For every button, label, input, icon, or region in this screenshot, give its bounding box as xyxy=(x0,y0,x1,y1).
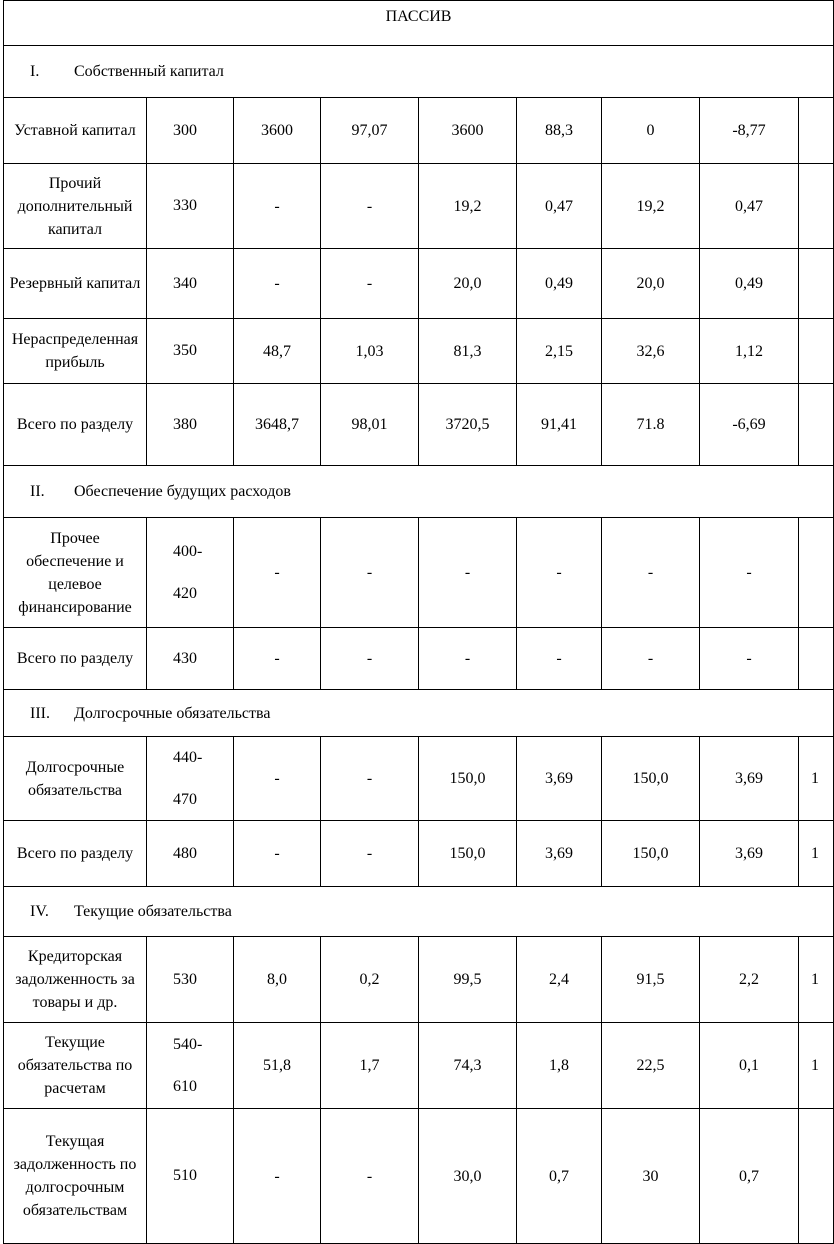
value-cell: - xyxy=(321,821,419,887)
clipped-value-cell xyxy=(799,384,834,466)
section-title: Текущие обязательства xyxy=(74,903,232,920)
section-row xyxy=(4,466,834,518)
row-code xyxy=(147,98,234,164)
row-code-part: 470 xyxy=(173,790,197,808)
value-cell: 0,47 xyxy=(517,164,602,249)
clipped-value-cell xyxy=(799,628,834,690)
section-heading xyxy=(4,690,834,737)
row-code xyxy=(147,384,234,466)
table-row xyxy=(4,319,834,384)
value-cell: 0 xyxy=(602,98,700,164)
value-cell: 32,6 xyxy=(602,319,700,384)
clipped-value-cell xyxy=(799,518,834,628)
value-cell: 3,69 xyxy=(517,821,602,887)
clipped-value-cell: 1 xyxy=(799,737,834,821)
clipped-value-cell xyxy=(799,249,834,319)
value-cell: - xyxy=(700,518,799,628)
value-cell: 51,8 xyxy=(234,1023,321,1109)
value-cell: 74,3 xyxy=(419,1023,517,1109)
passive-balance-table xyxy=(3,0,834,1244)
value-cell: 22,5 xyxy=(602,1023,700,1109)
table-row xyxy=(4,249,834,319)
value-cell: 2,4 xyxy=(517,937,602,1023)
value-cell: 0,7 xyxy=(517,1109,602,1244)
section-heading xyxy=(4,887,834,937)
value-cell: 150,0 xyxy=(602,737,700,821)
section-number: I. xyxy=(30,63,40,80)
table-row xyxy=(4,164,834,249)
row-label: Всего по разделу xyxy=(4,384,147,466)
row-code-part: 350 xyxy=(173,342,197,359)
value-cell: 30 xyxy=(602,1109,700,1244)
section-row xyxy=(4,690,834,737)
row-code xyxy=(147,164,234,249)
row-code-part: 530 xyxy=(173,970,197,988)
clipped-value-cell xyxy=(799,164,834,249)
value-cell: 81,3 xyxy=(419,319,517,384)
row-label: Нераспределенная прибыль xyxy=(4,319,147,384)
table-row xyxy=(4,1109,834,1244)
row-label: Уставной капитал xyxy=(4,98,147,164)
row-label: Резервный капитал xyxy=(4,249,147,319)
clipped-value-cell xyxy=(799,1109,834,1244)
value-cell: 2,15 xyxy=(517,319,602,384)
row-label: Текущие обязательства по расчетам xyxy=(4,1023,147,1109)
value-cell: -8,77 xyxy=(700,98,799,164)
clipped-value-cell: 1 xyxy=(799,821,834,887)
value-cell: 0,47 xyxy=(700,164,799,249)
value-cell: - xyxy=(321,737,419,821)
value-cell: 20,0 xyxy=(602,249,700,319)
row-code-part: 340 xyxy=(173,274,197,292)
value-cell: 88,3 xyxy=(517,98,602,164)
section-number: III. xyxy=(30,704,50,722)
row-label: Всего по разделу xyxy=(4,628,147,690)
table-header-row xyxy=(4,1,834,46)
row-label: Текущая задолженность по долгосрочным обязательствам xyxy=(4,1109,147,1244)
row-code-part: 510 xyxy=(173,1167,197,1184)
table-body xyxy=(4,1,834,1244)
value-cell: 0,1 xyxy=(700,1023,799,1109)
value-cell: 2,2 xyxy=(700,937,799,1023)
value-cell: -6,69 xyxy=(700,384,799,466)
row-code-part: 540- xyxy=(173,1035,203,1053)
table-row xyxy=(4,98,834,164)
value-cell: - xyxy=(602,628,700,690)
value-cell: 20,0 xyxy=(419,249,517,319)
value-cell: 1,12 xyxy=(700,319,799,384)
row-code-part: 420 xyxy=(173,584,197,602)
row-code-part: 300 xyxy=(173,121,197,139)
value-cell: 48,7 xyxy=(234,319,321,384)
value-cell: 30,0 xyxy=(419,1109,517,1244)
section-heading xyxy=(4,466,834,518)
row-code-part: 610 xyxy=(173,1077,197,1095)
clipped-value-cell xyxy=(799,319,834,384)
section-row xyxy=(4,46,834,98)
row-code xyxy=(147,249,234,319)
value-cell: 0,49 xyxy=(517,249,602,319)
section-title: Обеспечение будущих расходов xyxy=(74,483,291,500)
value-cell: - xyxy=(234,249,321,319)
value-cell: - xyxy=(234,1109,321,1244)
value-cell: 0,2 xyxy=(321,937,419,1023)
value-cell: - xyxy=(234,821,321,887)
row-code xyxy=(147,319,234,384)
clipped-value-cell: 1 xyxy=(799,937,834,1023)
row-code-part: 400- xyxy=(173,542,203,560)
value-cell: - xyxy=(419,518,517,628)
value-cell: 1,7 xyxy=(321,1023,419,1109)
value-cell: 3,69 xyxy=(700,737,799,821)
row-label: Всего по разделу xyxy=(4,821,147,887)
value-cell: 150,0 xyxy=(419,821,517,887)
table-row xyxy=(4,737,834,821)
section-number: II. xyxy=(30,483,45,500)
value-cell: 71.8 xyxy=(602,384,700,466)
table-title: ПАССИВ xyxy=(4,1,834,46)
section-title: Долгосрочные обязательства xyxy=(74,704,271,722)
row-code xyxy=(147,628,234,690)
row-code xyxy=(147,1023,234,1109)
value-cell: 91,5 xyxy=(602,937,700,1023)
row-code xyxy=(147,518,234,628)
table-row xyxy=(4,1023,834,1109)
clipped-value-cell: 1 xyxy=(799,1023,834,1109)
row-label: Прочий дополнительный капитал xyxy=(4,164,147,249)
value-cell: - xyxy=(321,1109,419,1244)
value-cell: 99,5 xyxy=(419,937,517,1023)
value-cell: - xyxy=(321,164,419,249)
row-label: Прочее обеспечение и целевое финансирование xyxy=(4,518,147,628)
value-cell: 91,41 xyxy=(517,384,602,466)
value-cell: 150,0 xyxy=(419,737,517,821)
value-cell: - xyxy=(321,249,419,319)
clipped-value-cell xyxy=(799,98,834,164)
value-cell: - xyxy=(234,737,321,821)
value-cell: 3720,5 xyxy=(419,384,517,466)
row-code-part: 480 xyxy=(173,844,197,862)
value-cell: 3,69 xyxy=(700,821,799,887)
value-cell: 19,2 xyxy=(419,164,517,249)
value-cell: 3648,7 xyxy=(234,384,321,466)
value-cell: - xyxy=(234,518,321,628)
value-cell: - xyxy=(700,628,799,690)
row-code xyxy=(147,737,234,821)
row-label: Кредиторская задолженность за товары и др. xyxy=(4,937,147,1023)
value-cell: 150,0 xyxy=(602,821,700,887)
row-code-part: 330 xyxy=(173,197,197,214)
value-cell: - xyxy=(234,628,321,690)
section-row xyxy=(4,887,834,937)
table-row xyxy=(4,937,834,1023)
row-code xyxy=(147,937,234,1023)
table-row xyxy=(4,821,834,887)
value-cell: 8,0 xyxy=(234,937,321,1023)
value-cell: 0,7 xyxy=(700,1109,799,1244)
value-cell: - xyxy=(517,628,602,690)
row-code-part: 380 xyxy=(173,415,197,433)
row-code-part: 430 xyxy=(173,649,197,667)
row-code-part: 440- xyxy=(173,748,203,766)
value-cell: 97,07 xyxy=(321,98,419,164)
row-code xyxy=(147,821,234,887)
value-cell: 0,49 xyxy=(700,249,799,319)
row-code xyxy=(147,1109,234,1244)
row-label: Долгосрочные обязательства xyxy=(4,737,147,821)
value-cell: 1,8 xyxy=(517,1023,602,1109)
value-cell: - xyxy=(321,518,419,628)
value-cell: - xyxy=(321,628,419,690)
value-cell: - xyxy=(517,518,602,628)
table-row xyxy=(4,384,834,466)
value-cell: 3,69 xyxy=(517,737,602,821)
section-title: Собственный капитал xyxy=(74,63,224,80)
value-cell: - xyxy=(602,518,700,628)
section-number: IV. xyxy=(30,903,49,920)
value-cell: 1,03 xyxy=(321,319,419,384)
value-cell: 19,2 xyxy=(602,164,700,249)
value-cell: - xyxy=(234,164,321,249)
value-cell: 3600 xyxy=(234,98,321,164)
value-cell: - xyxy=(419,628,517,690)
table-row xyxy=(4,628,834,690)
table-row xyxy=(4,518,834,628)
section-heading xyxy=(4,46,834,98)
value-cell: 98,01 xyxy=(321,384,419,466)
value-cell: 3600 xyxy=(419,98,517,164)
